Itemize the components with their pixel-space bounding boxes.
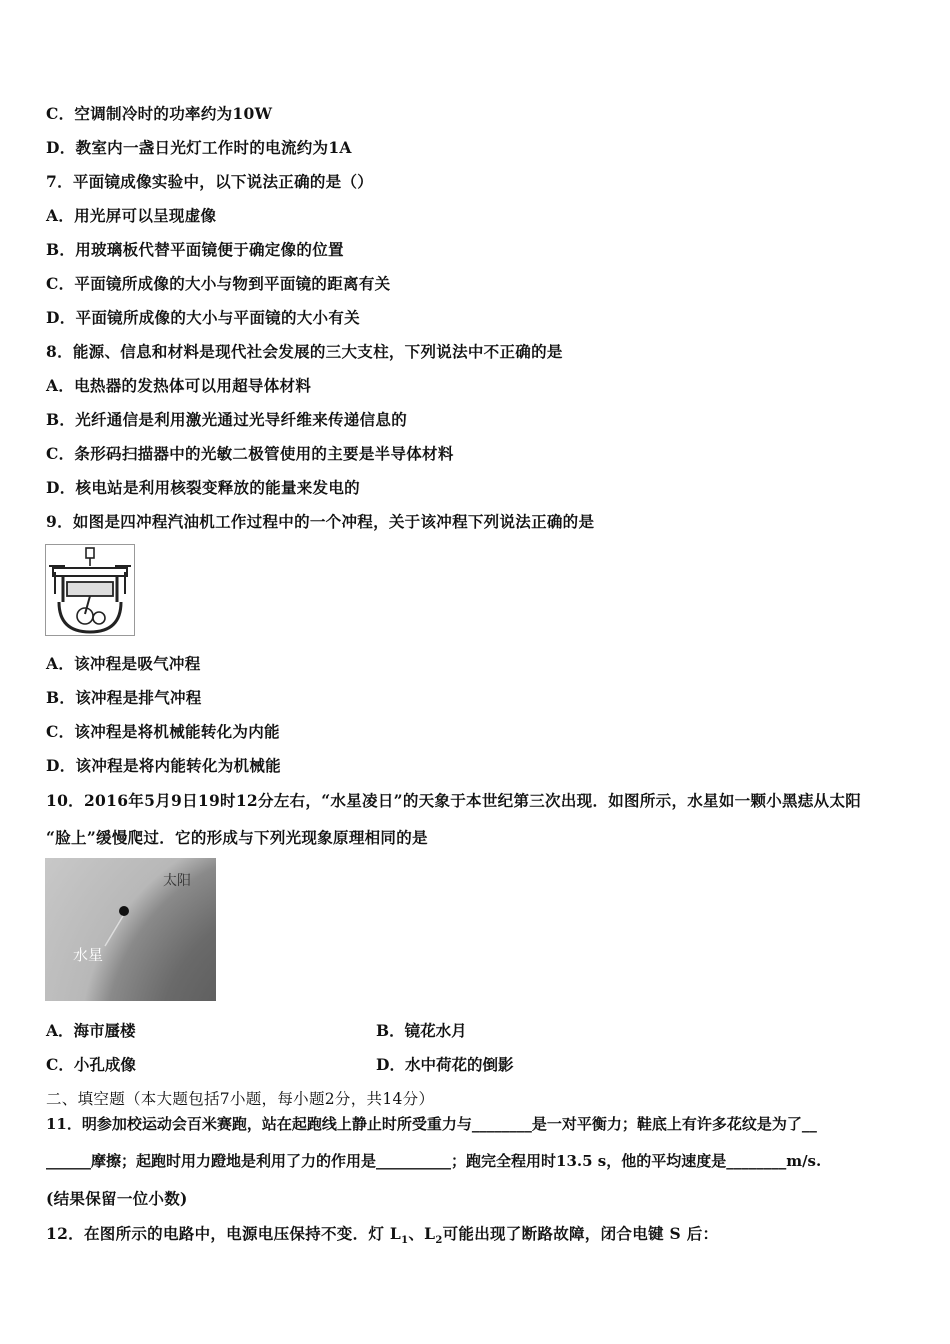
q7-option-d: D．平面镜所成像的大小与平面镜的大小有关 (46, 308, 360, 327)
q6-option-c: C．空调制冷时的功率约为10W (46, 104, 273, 123)
engine-stroke-figure (45, 544, 135, 636)
q9-option-b: B．该冲程是排气冲程 (46, 688, 202, 707)
q7-option-c: C．平面镜所成像的大小与物到平面镜的距离有关 (46, 274, 391, 293)
q8-option-b: B．光纤通信是利用激光通过光导纤维来传递信息的 (46, 410, 408, 429)
q8-option-d: D．核电站是利用核裂变释放的能量来发电的 (46, 478, 360, 497)
q12-stem-part-b: 、L (408, 1224, 436, 1243)
q10-stem-line2: “脸上”缓慢爬过．它的形成与下列光现象原理相同的是 (46, 828, 428, 847)
sun-label: 太阳 (163, 873, 191, 889)
q9-stem: 9．如图是四冲程汽油机工作过程中的一个冲程，关于该冲程下列说法正确的是 (46, 512, 595, 531)
pointer-line (45, 858, 216, 1001)
l2-subscript: 2 (435, 1235, 443, 1247)
q9-option-d: D．该冲程是将内能转化为机械能 (46, 756, 281, 775)
q10-option-a: A．海市蜃楼 (46, 1021, 136, 1040)
q9-option-a: A．该冲程是吸气冲程 (46, 654, 201, 673)
q8-option-a: A．电热器的发热体可以用超导体材料 (46, 376, 312, 395)
section-2-title: 二、填空题（本大题包括7小题，每小题2分，共14分） (46, 1090, 435, 1108)
q9-option-c: C．该冲程是将机械能转化为内能 (46, 722, 280, 741)
q10-option-b: B．镜花水月 (376, 1021, 467, 1040)
mercury-transit-photo (45, 858, 216, 1001)
q10-stem-line1: 10．2016年5月9日19时12分左右，“水星凌日”的天象于本世纪第三次出现．如图所示，水星如一颗小黑痣从太阳 (46, 791, 862, 810)
q12-stem (46, 1222, 718, 1246)
q10-option-d: D．水中荷花的倒影 (376, 1055, 514, 1074)
q7-option-b: B．用玻璃板代替平面镜便于确定像的位置 (46, 240, 344, 259)
q12-stem-part-c: 可能出现了断路故障，闭合电键 S 后： (442, 1224, 719, 1243)
q12-stem-part-a: 12．在图所示的电路中，电源电压保持不变．灯 L (46, 1224, 402, 1243)
q8-option-c: C．条形码扫描器中的光敏二极管使用的主要是半导体材料 (46, 444, 454, 463)
q7-stem: 7．平面镜成像实验中，以下说法正确的是（） (46, 172, 374, 191)
q11-line2: ______摩擦；起跑时用力蹬地是利用了力的作用是__________；跑完全程用时13.5 s，他的平均速度是________m/s. (46, 1152, 822, 1170)
q6-option-d: D．教室内一盏日光灯工作时的电流约为1A (46, 138, 352, 157)
q7-option-a: A．用光屏可以呈现虚像 (46, 206, 217, 225)
l1-subscript: 1 (401, 1235, 409, 1247)
mercury-label: 水星 (73, 946, 104, 964)
q11-line1: 11．明参加校运动会百米赛跑，站在起跑线上静止时所受重力与________是一对平衡力；鞋底上有许多花纹是为了__ (46, 1115, 817, 1133)
q10-option-c: C．小孔成像 (46, 1055, 136, 1074)
q11-line3: (结果保留一位小数) (46, 1189, 188, 1208)
q8-stem: 8．能源、信息和材料是现代社会发展的三大支柱，下列说法中不正确的是 (46, 342, 563, 361)
